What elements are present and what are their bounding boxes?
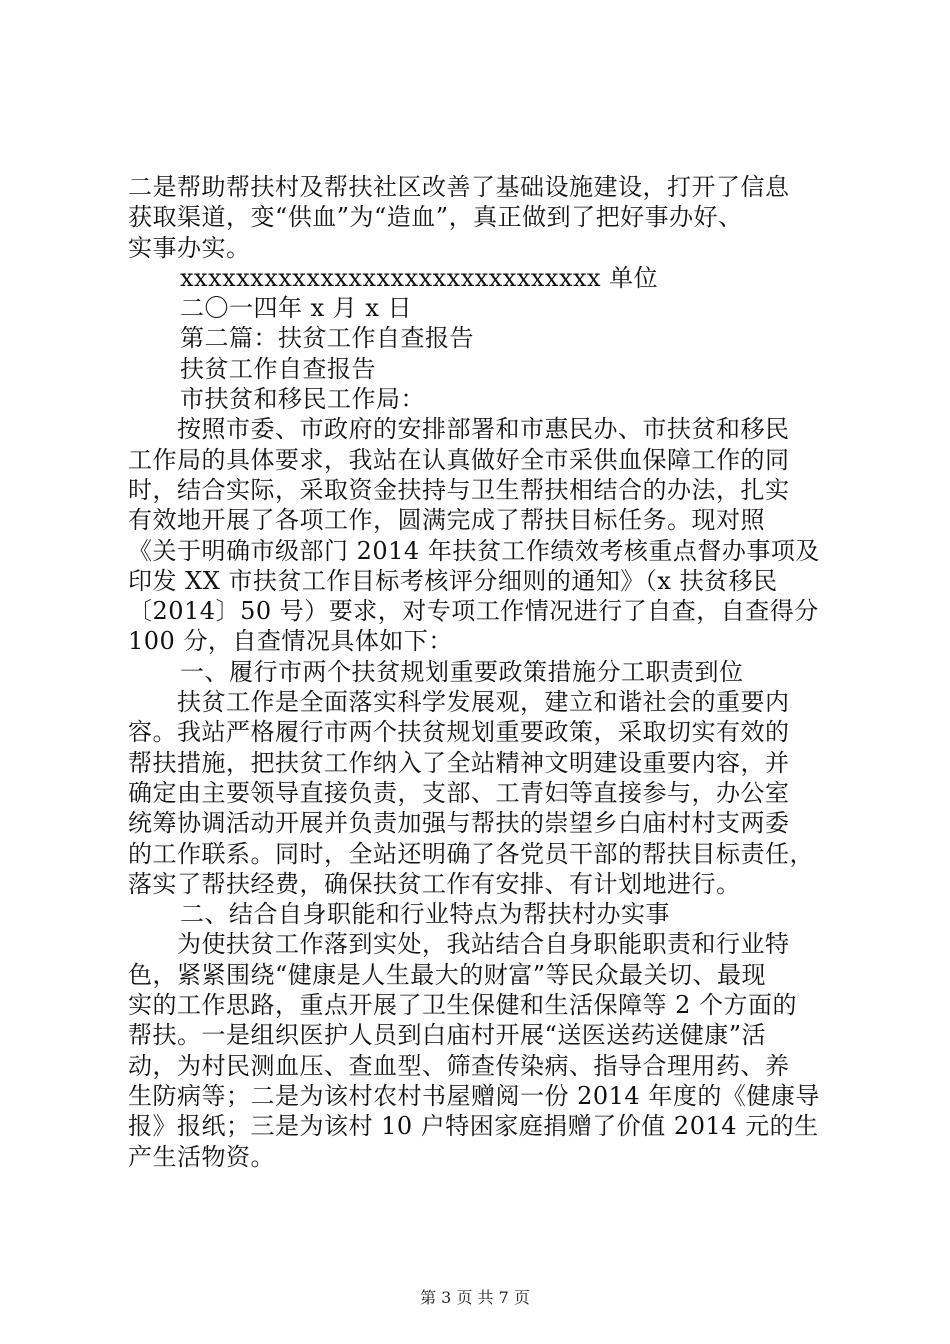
document-body: [128, 172, 832, 1172]
para-intro-end: [128, 172, 832, 263]
signature-date: [128, 293, 832, 323]
para-overview: [128, 414, 832, 656]
text-line: 统筹协调活动开展并负责加强与帮扶的崇望乡白庙村村支两委: [128, 809, 790, 838]
text-line: 实的工作思路，重点开展了卫生保健和生活保障等 2 个方面的: [128, 991, 798, 1020]
text-line: 帮扶。一是组织医护人员到白庙村开展“送医送药送健康”活: [128, 1021, 767, 1050]
text-line: 扶贫工作是全面落实科学发展观，建立和谐社会的重要内: [128, 688, 790, 717]
chapter-heading: [128, 323, 832, 353]
text-line: 产生活物资。: [128, 1142, 275, 1171]
text-line: 确定由主要领导直接负责，支部、工青妇等直接参与，办公室: [128, 778, 790, 807]
text-line: 〔2014〕50 号）要求，对专项工作情况进行了自查，自查得分: [128, 597, 819, 626]
page-footer: 第 3 页 共 7 页: [420, 1288, 530, 1307]
text-line: 帮扶措施，把扶贫工作纳入了全站精神文明建设重要内容，并: [128, 748, 790, 777]
text-line: 实事办实。: [128, 233, 251, 262]
text-line: 为使扶贫工作落到实处，我站结合自身职能职责和行业特: [128, 930, 790, 959]
text-line: 100 分，自查情况具体如下：: [128, 627, 453, 656]
section-one-heading: [128, 657, 832, 687]
text-line: 生防病等；二是为该村农村书屋赠阅一份 2014 年度的《健康导: [128, 1081, 820, 1110]
text-line: 时，结合实际，采取资金扶持与卫生帮扶相结合的办法，扎实: [128, 475, 790, 504]
text-line: 市扶贫和移民工作局：: [180, 385, 425, 414]
text-line: 工作局的具体要求，我站在认真做好全市采供血保障工作的同: [128, 445, 790, 474]
text-line: 动，为村民测血压、查血型、筛查传染病、指导合理用药、养: [128, 1051, 790, 1080]
text-line: 一、履行市两个扶贫规划重要政策措施分工职责到位: [180, 657, 744, 686]
text-line: 有效地开展了各项工作，圆满完成了帮扶目标任务。现对照: [128, 506, 765, 535]
text-line: 二〇一四年 x 月 x 日: [180, 294, 413, 323]
text-line: 扶贫工作自查报告: [180, 354, 376, 383]
text-line: 的工作联系。同时，全站还明确了各党员干部的帮扶目标责任，: [128, 839, 814, 868]
para-section-one: [128, 687, 832, 899]
text-line: 二、结合自身职能和行业特点为帮扶村办实事: [180, 900, 670, 929]
text-line: 二是帮助帮扶村及帮扶社区改善了基础设施建设，打开了信息: [128, 173, 790, 201]
text-line: 《关于明确市级部门 2014 年扶贫工作绩效考核重点督办事项及: [128, 536, 820, 565]
section-two-heading: [128, 899, 832, 929]
text-line: 按照市委、市政府的安排部署和市惠民办、市扶贫和移民: [128, 415, 790, 444]
addressee: [128, 384, 832, 414]
text-line: 获取渠道，变“供血”为“造血”，真正做到了把好事办好、: [128, 203, 743, 232]
text-line: 报》报纸；三是为该村 10 户特困家庭捐赠了价值 2014 元的生: [128, 1112, 819, 1141]
text-line: 印发 XX 市扶贫工作目标考核评分细则的通知》（x 扶贫移民: [128, 566, 778, 595]
para-section-two: [128, 929, 832, 1171]
signature-unit: [128, 263, 832, 293]
text-line: 色，紧紧围绕“健康是人生最大的财富”等民众最关切、最现: [128, 960, 767, 989]
text-line: 第二篇：扶贫工作自查报告: [180, 324, 474, 353]
text-line: xxxxxxxxxxxxxxxxxxxxxxxxxxxxxx 单位: [180, 263, 659, 292]
text-line: 落实了帮扶经费，确保扶贫工作有安排、有计划地进行。: [128, 869, 741, 898]
text-line: 容。我站严格履行市两个扶贫规划重要政策，采取切实有效的: [128, 718, 790, 747]
report-title: [128, 354, 832, 384]
